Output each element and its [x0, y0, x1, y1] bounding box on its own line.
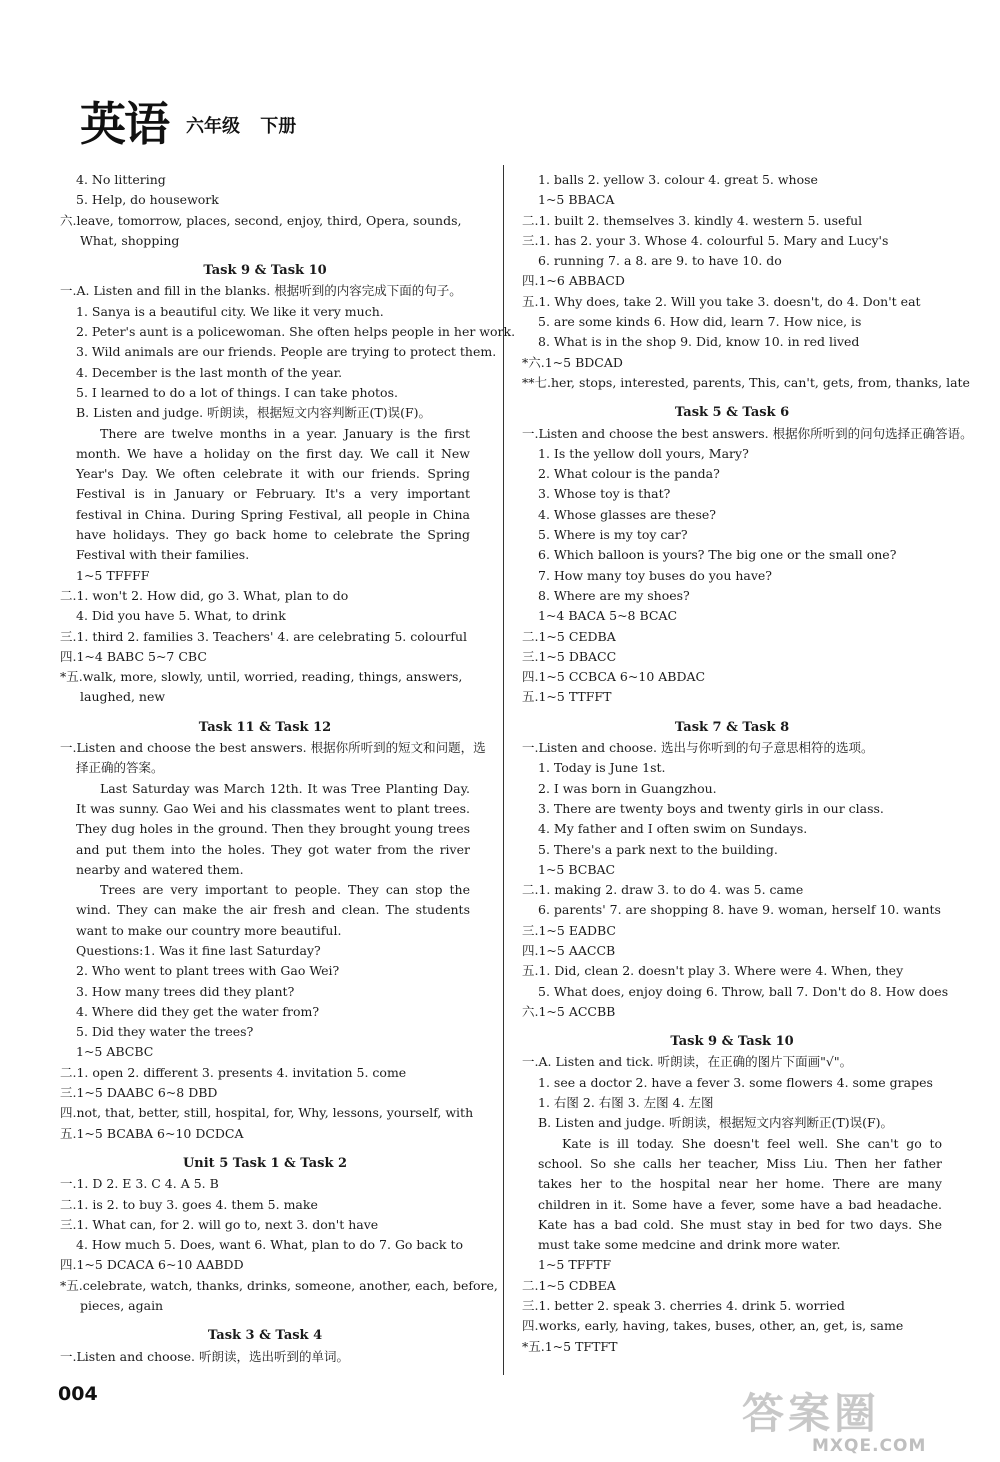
reading-passage: Trees are very important to people. They can stop the wind. They can make the air fresh and clean. The students want to make our country more beautiful.	[76, 882, 470, 938]
answer-line: 1. balls 2. yellow 3. colour 4. great 5. whose	[538, 172, 818, 187]
answer-line: 8. Where are my shoes?	[538, 587, 690, 603]
answer-line: 6. Which balloon is yours? The big one or the small one?	[538, 547, 897, 563]
answer-line: 5. Help, do housework	[76, 192, 219, 208]
reading-passage: Kate is ill today. She doesn't feel well. She can't go to school. So she calls her teacher, Miss Liu. Then her father takes her to the hospital near her home. There are many children in it. Some have a fever, some have a bad headache. Kate has a bad cold. She must stay in bed for two days. She must take some medcine and drink more water.	[538, 1135, 942, 1253]
answer-line: 三.1. has 2. your 3. Whose 4. colourful 5. Mary and Lucy's	[522, 232, 889, 248]
book-title: 英语	[80, 97, 168, 151]
answer-line: B. Listen and judge. 听朗读，根据短文内容判断正(T)误(F)。	[76, 405, 432, 421]
answer-line: 四.1~5 DCACA 6~10 AABDD	[60, 1257, 244, 1273]
answer-line: 二.1. won't 2. How did, go 3. What, plan to do	[60, 587, 349, 603]
answer-line: 5. What does, enjoy doing 6. Throw, ball 7. Don't do 8. How does	[538, 983, 949, 999]
reading-passage: Last Saturday was March 12th. It was Tree Planting Day. It was sunny. Gao Wei and his classmates went to plant trees. They dug holes in the ground. Then they brought young trees and put them into the holes. They got water from the river nearby and watered them.	[76, 780, 470, 877]
answer-line: 三.1~5 DBACC	[522, 648, 617, 664]
answer-line: 二.1~5 CDBEA	[522, 1277, 616, 1293]
answer-line: 一.A. Listen and fill in the blanks. 根据听到的内容完成下面的句子。	[60, 283, 462, 299]
answer-line: 六.leave, tomorrow, places, second, enjoy, third, Opera, sounds,	[60, 212, 462, 228]
answer-line: 二.1. open 2. different 3. presents 4. invitation 5. come	[60, 1064, 407, 1080]
answer-line: 1. 右图 2. 右图 3. 左图 4. 左图	[538, 1095, 714, 1111]
section-heading: Task 5 & Task 6	[674, 405, 790, 421]
answer-line: 二.1~5 CEDBA	[522, 628, 616, 644]
answer-line: 5. Did they water the trees?	[76, 1024, 254, 1040]
answer-line: 2. What colour is the panda?	[538, 466, 720, 482]
watermark-logo	[742, 1389, 927, 1456]
answer-line: 一.1. D 2. E 3. C 4. A 5. B	[60, 1176, 219, 1192]
grade-label: 六年级	[186, 116, 240, 137]
answer-line: 8. What is in the shop 9. Did, know 10. in red lived	[538, 334, 860, 350]
answer-line: 三.1. better 2. speak 3. cherries 4. drink 5. worried	[522, 1298, 845, 1314]
answer-line: *五.celebrate, watch, thanks, drinks, someone, another, each, before,	[60, 1277, 498, 1293]
volume-label: 下册	[260, 116, 297, 137]
section-heading: Task 11 & Task 12	[198, 719, 332, 735]
column-divider	[503, 165, 504, 1375]
section-heading: Task 9 & Task 10	[670, 1034, 794, 1050]
answer-line: 4. Did you have 5. What, to drink	[76, 608, 286, 624]
answer-line: 2. I was born in Guangzhou.	[538, 780, 717, 796]
section-heading: Task 3 & Task 4	[207, 1328, 323, 1344]
answer-line: 4. Where did they get the water from?	[76, 1003, 320, 1019]
book-subtitle	[186, 112, 310, 138]
answer-line: 一.Listen and choose. 选出与你听到的句子意思相符的选项。	[522, 740, 874, 756]
answer-line: 1~5 BBACA	[538, 192, 615, 208]
answer-line: 5. are some kinds 6. How did, learn 7. How nice, is	[538, 314, 862, 330]
answer-line: 四.1~5 AACCB	[522, 942, 616, 958]
left-column	[60, 170, 516, 1367]
answer-line: 1~4 BACA 5~8 BCAC	[538, 608, 678, 624]
answer-line: 1. Is the yellow doll yours, Mary?	[538, 445, 749, 461]
answer-line: 1. Today is June 1st.	[538, 760, 666, 776]
section-heading: Task 9 & Task 10	[203, 263, 327, 279]
answer-line: 择正确的答案。	[76, 760, 164, 776]
reading-passage: There are twelve months in a year. January is the first month. We have a holiday on the first day. We call it New Year's Day. We often celebrate it with our friends. Spring Festival is in January or February. It's a very important festival in China. During Spring Festival, all people in China have holidays. They go back home to celebrate the Spring Festival with their families.	[76, 425, 470, 563]
answer-line: 7. How many toy buses do you have?	[538, 567, 773, 583]
answer-line: 一.A. Listen and tick. 听朗读，在正确的图片下面画"√"。	[522, 1054, 853, 1070]
answer-line: 4. How much 5. Does, want 6. What, plan to do 7. Go back to	[76, 1237, 463, 1253]
answer-line: 4. December is the last month of the year.	[76, 364, 343, 380]
answer-line: 1~5 TFFTF	[538, 1257, 612, 1273]
answer-line: 6. running 7. a 8. are 9. to have 10. do	[538, 253, 782, 269]
answer-line: 三.1~5 EADBC	[522, 922, 616, 938]
answer-line: 四.1~6 ABBACD	[522, 273, 625, 289]
answer-line: 1~5 TFFFF	[76, 567, 150, 583]
answer-line: 2. Who went to plant trees with Gao Wei?	[76, 963, 340, 979]
answer-line: 二.1. making 2. draw 3. to do 4. was 5. came	[522, 882, 804, 898]
page-number: 004	[58, 1383, 98, 1405]
answer-line: 五.1~5 BCABA 6~10 DCDCA	[60, 1125, 244, 1141]
answer-line: 一.Listen and choose the best answers. 根据你所听到的短文和问题，选	[60, 740, 486, 756]
watermark-text: 答案圈	[742, 1389, 881, 1438]
answer-line: 二.1. is 2. to buy 3. goes 4. them 5. make	[60, 1196, 318, 1212]
answer-line: 三.1~5 DAABC 6~8 DBD	[60, 1085, 218, 1101]
answer-line: 四.1~5 CCBCA 6~10 ABDAC	[522, 669, 706, 685]
answer-line: *五.walk, more, slowly, until, worried, reading, things, answers,	[60, 669, 463, 685]
section-heading: Unit 5 Task 1 & Task 2	[182, 1155, 348, 1171]
answer-line: 五.1. Did, clean 2. doesn't play 3. Where were 4. When, they	[522, 963, 904, 979]
answer-line: 3. Wild animals are our friends. People are trying to protect them.	[76, 344, 497, 360]
answer-line: 四.not, that, better, still, hospital, for, Why, lessons, yourself, with	[60, 1105, 474, 1121]
answer-line: Questions:1. Was it fine last Saturday?	[76, 942, 321, 958]
answer-line: **七.her, stops, interested, parents, This, can't, gets, from, thanks, late	[522, 374, 970, 390]
answer-line: 3. There are twenty boys and twenty girls in our class.	[538, 800, 884, 816]
answer-line: 1~5 BCBAC	[538, 861, 616, 877]
answer-line: 四.1~4 BABC 5~7 CBC	[60, 648, 207, 664]
answer-line: laughed, new	[80, 689, 166, 705]
answer-line: 6. parents' 7. are shopping 8. have 9. woman, herself 10. wants	[538, 902, 941, 918]
answer-line: 3. How many trees did they plant?	[76, 983, 295, 999]
answer-line: 1. see a doctor 2. have a fever 3. some flowers 4. some grapes	[538, 1074, 933, 1090]
section-heading: Task 7 & Task 8	[674, 719, 790, 735]
answer-line: 1. Sanya is a beautiful city. We like it very much.	[76, 303, 384, 319]
watermark-site: MXQE.COM	[812, 1436, 927, 1456]
answer-line: 1~5 ABCBC	[76, 1044, 154, 1060]
answer-line: 3. Whose toy is that?	[538, 486, 671, 502]
answer-line: 五.1~5 TTFFT	[522, 689, 612, 705]
right-column	[522, 170, 973, 1357]
answer-line: 六.1~5 ACCBB	[522, 1003, 616, 1019]
answer-line: 2. Peter's aunt is a policewoman. She often helps people in her work.	[76, 324, 516, 340]
answer-line: 四.works, early, having, takes, buses, other, an, get, is, same	[522, 1318, 904, 1334]
answer-line: *五.1~5 TFTFT	[522, 1338, 618, 1354]
answer-line: 三.1. What can, for 2. will go to, next 3. don't have	[60, 1216, 379, 1232]
answer-line: B. Listen and judge. 听朗读，根据短文内容判断正(T)误(F)。	[538, 1115, 894, 1131]
answer-line: 五.1. Why does, take 2. Will you take 3. doesn't, do 4. Don't eat	[522, 293, 921, 309]
header	[0, 0, 1000, 150]
answer-line: 4. Whose glasses are these?	[538, 506, 716, 522]
answer-line: 4. My father and I often swim on Sundays.	[538, 821, 808, 837]
answer-line: 一.Listen and choose. 听朗读，选出听到的单词。	[60, 1348, 349, 1364]
answer-line: 三.1. third 2. families 3. Teachers' 4. are celebrating 5. colourful	[60, 628, 467, 644]
answer-line: 4. No littering	[76, 172, 166, 187]
answer-line: 5. Where is my toy car?	[538, 527, 688, 543]
answer-line: 5. I learned to do a lot of things. I can take photos.	[76, 384, 398, 400]
answer-line: 一.Listen and choose the best answers. 根据你所听到的问句选择正确答语。	[522, 425, 973, 441]
answer-line: 5. There's a park next to the building.	[538, 841, 778, 857]
answer-line: 二.1. built 2. themselves 3. kindly 4. western 5. useful	[522, 212, 863, 228]
answer-line: pieces, again	[80, 1298, 164, 1314]
answer-line: What, shopping	[80, 232, 180, 248]
answer-line: *六.1~5 BDCAD	[522, 354, 623, 370]
